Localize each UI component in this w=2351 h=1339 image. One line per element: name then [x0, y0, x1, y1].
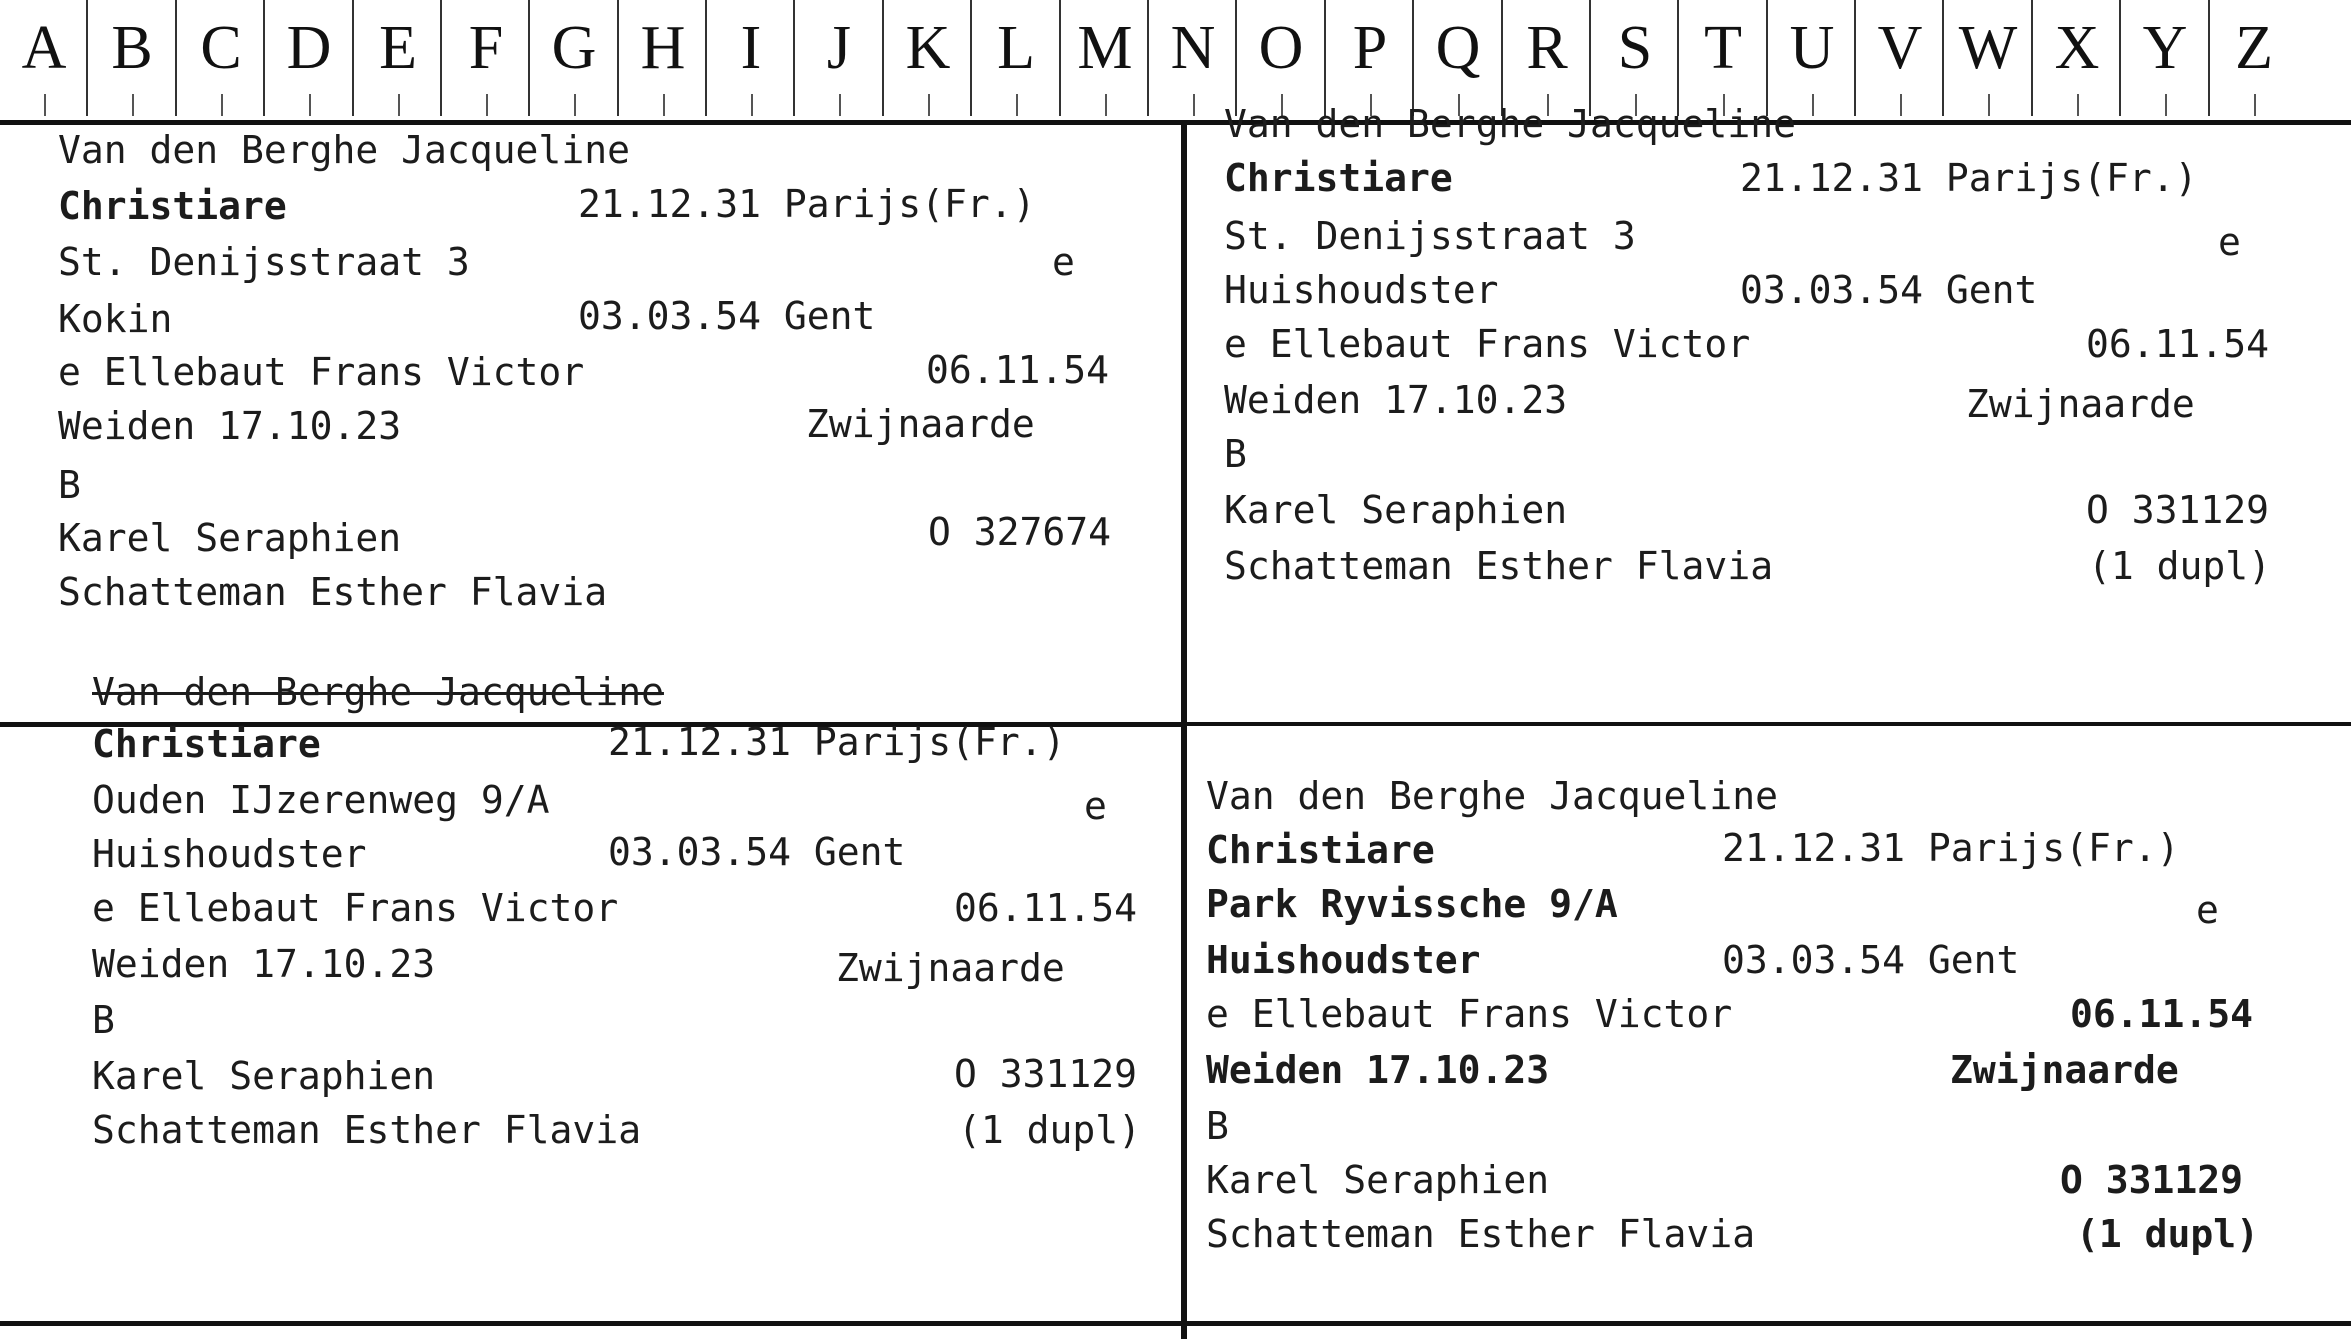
card-text-line: Huishoudster — [92, 832, 367, 876]
alphabet-tick — [574, 94, 576, 116]
alphabet-tick — [1900, 94, 1902, 116]
card-bottom-border-left — [0, 1321, 1181, 1326]
card-text-line: Weiden 17.10.23 — [92, 942, 436, 986]
alphabet-tick — [1812, 94, 1814, 116]
card-text-line: Karel Seraphien — [92, 1054, 436, 1098]
alphabet-tick — [2165, 94, 2167, 116]
card-text-line: Christiare — [92, 722, 321, 766]
card-text-line: Karel Seraphien — [58, 516, 402, 560]
alphabet-separator — [2208, 0, 2210, 116]
alphabet-letter-a: A — [0, 0, 88, 116]
card-text-line: Weiden 17.10.23 — [1224, 378, 1568, 422]
alphabet-letter-c: C — [177, 0, 265, 116]
alphabet-letter-t: T — [1679, 0, 1767, 116]
card-text-line: Ouden IJzerenweg 9/A — [92, 778, 550, 822]
card-text-line: St. Denijsstraat 3 — [1224, 214, 1636, 258]
card-text-line: 06.11.54 — [2086, 322, 2270, 366]
alphabet-tick — [132, 94, 134, 116]
card-text-line: Park Ryvissche 9/A — [1206, 882, 1618, 926]
alphabet-tick — [663, 94, 665, 116]
alphabet-separator — [352, 0, 354, 116]
alphabet-separator — [617, 0, 619, 116]
card-text-line: 03.03.54 Gent — [1740, 268, 2038, 312]
alphabet-separator — [970, 0, 972, 116]
alphabet-letter-i: I — [707, 0, 795, 116]
card-text-line: 06.11.54 — [954, 886, 1138, 930]
card-text-line: (1 dupl) — [2076, 1212, 2260, 1256]
alphabet-tick — [1016, 94, 1018, 116]
card-text-line: Kokin — [58, 297, 173, 341]
alphabet-separator — [1766, 0, 1768, 116]
alphabet-separator — [705, 0, 707, 116]
alphabet-separator — [1324, 0, 1326, 116]
alphabet-letter-h: H — [619, 0, 707, 116]
alphabet-letter-b: B — [88, 0, 176, 116]
card-text-line: e — [1084, 784, 1107, 828]
card-text-line: Van den Berghe Jacqueline — [92, 670, 664, 714]
card-text-line: 06.11.54 — [926, 348, 1110, 392]
card-text-line: e Ellebaut Frans Victor — [1224, 322, 1751, 366]
alphabet-tick — [2077, 94, 2079, 116]
alphabet-separator — [263, 0, 265, 116]
alphabet-tick — [751, 94, 753, 116]
alphabet-letter-v: V — [1856, 0, 1944, 116]
card-text-line: Schatteman Esther Flavia — [58, 570, 608, 614]
card-text-line: (1 dupl) — [2088, 544, 2272, 588]
alphabet-letter-w: W — [1944, 0, 2032, 116]
card-text-line: Schatteman Esther Flavia — [1206, 1212, 1756, 1256]
alphabet-separator — [1059, 0, 1061, 116]
card-text-line: 03.03.54 Gent — [1722, 938, 2020, 982]
alphabet-separator — [1235, 0, 1237, 116]
alphabet-tick — [1105, 94, 1107, 116]
card-text-line: e — [2196, 888, 2219, 932]
alphabet-letter-f: F — [442, 0, 530, 116]
alphabet-letter-l: L — [972, 0, 1060, 116]
alphabet-separator — [1942, 0, 1944, 116]
card-text-line: Huishoudster — [1224, 268, 1499, 312]
alphabet-separator — [1677, 0, 1679, 116]
card-divider-vertical — [1181, 124, 1187, 1339]
card-text-line: (1 dupl) — [958, 1108, 1142, 1152]
alphabet-letter-u: U — [1768, 0, 1856, 116]
alphabet-letter-p: P — [1326, 0, 1414, 116]
alphabet-letter-q: Q — [1414, 0, 1502, 116]
alphabet-tick — [44, 94, 46, 116]
alphabet-tick — [839, 94, 841, 116]
card-text-line: St. Denijsstraat 3 — [58, 240, 470, 284]
alphabet-letter-j: J — [795, 0, 883, 116]
card-text-line: Van den Berghe Jacqueline — [1206, 774, 1778, 818]
alphabet-tick — [221, 94, 223, 116]
card-text-line: B — [1206, 1104, 1229, 1148]
card-text-line: e — [1052, 240, 1075, 284]
alphabet-separator — [440, 0, 442, 116]
alphabet-tick — [2254, 94, 2256, 116]
card-text-line: 03.03.54 Gent — [608, 830, 906, 874]
card-text-line: Weiden 17.10.23 — [1206, 1048, 1550, 1092]
alphabet-separator — [175, 0, 177, 116]
alphabet-tick — [1193, 94, 1195, 116]
alphabet-separator — [1501, 0, 1503, 116]
alphabet-letter-m: M — [1061, 0, 1149, 116]
alphabet-tick — [486, 94, 488, 116]
card-text-line: Van den Berghe Jacqueline — [58, 128, 630, 172]
card-text-line: Karel Seraphien — [1206, 1158, 1550, 1202]
alphabet-letter-e: E — [354, 0, 442, 116]
card-text-line: e Ellebaut Frans Victor — [1206, 992, 1733, 1036]
card-text-line: Zwijnaarde — [1950, 1048, 2179, 1092]
card-text-line: B — [58, 463, 81, 507]
card-text-line: 21.12.31 Parijs(Fr.) — [1722, 826, 2180, 870]
card-text-line: 03.03.54 Gent — [578, 294, 876, 338]
card-text-line: O 331129 — [954, 1052, 1138, 1096]
alphabet-separator — [1589, 0, 1591, 116]
card-text-line: O 331129 — [2086, 488, 2270, 532]
alphabet-letter-o: O — [1237, 0, 1325, 116]
card-text-line: B — [92, 998, 115, 1042]
alphabet-letter-d: D — [265, 0, 353, 116]
alphabet-tick — [398, 94, 400, 116]
alphabet-letter-n: N — [1149, 0, 1237, 116]
card-text-line: O 331129 — [2060, 1158, 2244, 1202]
card-text-line: Weiden 17.10.23 — [58, 404, 402, 448]
card-text-line: Christiare — [1224, 156, 1453, 200]
card-text-line: Christiare — [58, 184, 287, 228]
card-text-line: Karel Seraphien — [1224, 488, 1568, 532]
alphabet-letter-s: S — [1591, 0, 1679, 116]
alphabet-separator — [1412, 0, 1414, 116]
alphabet-letter-r: R — [1503, 0, 1591, 116]
card-text-line: Zwijnaarde — [806, 402, 1035, 446]
alphabet-letter-x: X — [2033, 0, 2121, 116]
alphabet-separator — [1854, 0, 1856, 116]
card-text-line: e — [2218, 220, 2241, 264]
alphabet-separator — [882, 0, 884, 116]
card-text-line: Christiare — [1206, 828, 1435, 872]
card-bottom-border-right — [1187, 1321, 2351, 1326]
alphabet-separator — [86, 0, 88, 116]
alphabet-tick — [928, 94, 930, 116]
alphabet-letter-z: Z — [2210, 0, 2298, 116]
alphabet-index-bar — [0, 0, 2351, 125]
card-text-line: Zwijnaarde — [1966, 382, 2195, 426]
card-divider-horizontal-right — [1187, 722, 2351, 726]
alphabet-separator — [528, 0, 530, 116]
alphabet-separator — [793, 0, 795, 116]
alphabet-letter-g: G — [530, 0, 618, 116]
alphabet-separator — [1147, 0, 1149, 116]
alphabet-tick — [309, 94, 311, 116]
alphabet-letter-y: Y — [2121, 0, 2209, 116]
alphabet-letter-k: K — [884, 0, 972, 116]
alphabet-tick — [1988, 94, 1990, 116]
card-text-line: 21.12.31 Parijs(Fr.) — [1740, 156, 2198, 200]
card-text-line: B — [1224, 432, 1247, 476]
card-text-line: 21.12.31 Parijs(Fr.) — [608, 720, 1066, 764]
card-text-line: 21.12.31 Parijs(Fr.) — [578, 182, 1036, 226]
card-text-line: Van den Berghe Jacqueline — [1224, 102, 1796, 146]
card-text-line: 06.11.54 — [2070, 992, 2254, 1036]
alphabet-separator — [2031, 0, 2033, 116]
card-text-line: Zwijnaarde — [836, 946, 1065, 990]
card-text-line: Schatteman Esther Flavia — [92, 1108, 642, 1152]
card-text-line: e Ellebaut Frans Victor — [58, 350, 585, 394]
card-text-line: O 327674 — [928, 510, 1112, 554]
card-text-line: e Ellebaut Frans Victor — [92, 886, 619, 930]
card-text-line: Huishoudster — [1206, 938, 1481, 982]
alphabet-separator — [2119, 0, 2121, 116]
card-text-line: Schatteman Esther Flavia — [1224, 544, 1774, 588]
